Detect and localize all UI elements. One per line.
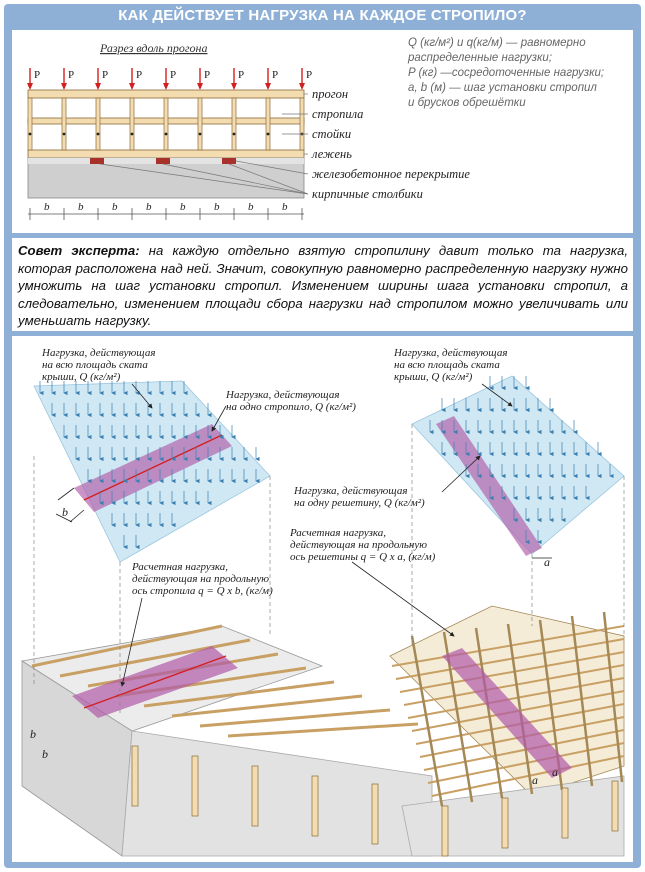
post: [198, 98, 202, 150]
left-total-load-3: крыши, Q (кг/м²): [42, 371, 121, 383]
lezhen-beam: [28, 150, 304, 158]
post-bolt: [165, 133, 168, 136]
post-bolt: [29, 133, 32, 136]
dim-b-label: b: [44, 201, 50, 213]
left-rafter-load-2: на одно стропило, Q (кг/м²): [226, 401, 356, 413]
p-label: P: [238, 69, 245, 81]
dim-b-label: b: [180, 201, 186, 213]
post: [96, 98, 100, 150]
dim-b-label: b: [78, 201, 84, 213]
p-label: P: [136, 69, 143, 81]
p-arrowhead: [265, 83, 271, 90]
post: [300, 98, 304, 150]
right-roof-a-label-1: a: [532, 773, 538, 787]
left-total-load-1: Нагрузка, действующая: [42, 347, 156, 359]
post-bolt: [233, 133, 236, 136]
advice-text: [18, 242, 628, 330]
progon-beam: [28, 90, 304, 98]
advice-lead: Совет эксперта:: [18, 243, 140, 258]
left-roof-b-label-2: b: [42, 747, 48, 761]
roof-panel: [12, 336, 633, 862]
p-arrowhead: [231, 83, 237, 90]
right-truss-post: [562, 788, 568, 838]
right-calc-3: ось решетины q = Q x a, (кг/м): [290, 551, 436, 563]
p-arrowhead: [299, 83, 305, 90]
roof-diagram: [12, 336, 633, 862]
legend-line-2: распределенные нагрузки;: [408, 52, 553, 64]
brick-pillar: [156, 158, 170, 164]
post: [130, 98, 134, 150]
legend: [407, 37, 604, 109]
post-bolt: [267, 133, 270, 136]
p-arrowhead: [197, 83, 203, 90]
left-total-load-2: на всю площадь ската: [42, 359, 148, 371]
right-truss-post: [502, 798, 508, 848]
advice-panel: [12, 238, 633, 331]
brick-pillar: [90, 158, 104, 164]
right-truss-post: [612, 781, 618, 831]
brick-pillar: [222, 158, 236, 164]
post: [164, 98, 168, 150]
post-bolt: [131, 133, 134, 136]
section-diagram: [12, 30, 633, 233]
advice-body: на каждую отдельно взятую стропилину давит только та нагрузка, которая расположена над ней. Значит, совокупную равномерно распределенную нагрузку нужно умножить на шаг установки стропил. Изменением ширины шага установки стропил, а следовательно, изменением площади сбора нагрузки над стропилом можно увеличивать или уменьшать нагрузку.: [18, 243, 628, 329]
rafter: [228, 724, 418, 736]
left-floor-slab: [122, 731, 432, 856]
post-bolt: [63, 133, 66, 136]
p-label: P: [306, 69, 313, 81]
p-label: P: [34, 69, 41, 81]
left-calc-3: ось стропила q = Q x b, (кг/м): [132, 585, 273, 597]
post: [28, 98, 32, 150]
legend-line-3: P (кг) —сосредоточенные нагрузки;: [408, 67, 605, 79]
truss-post: [192, 756, 198, 816]
right-calc-1: Расчетная нагрузка,: [290, 527, 387, 539]
left-roof-b-label-1: b: [30, 727, 36, 741]
p-arrowhead: [61, 83, 67, 90]
p-label: P: [102, 69, 109, 81]
dimension-marks: [30, 201, 302, 220]
label-stropila: стропила: [312, 107, 364, 121]
rafter: [200, 710, 390, 726]
right-total-load-2: на всю площадь ската: [394, 359, 500, 371]
p-label: P: [204, 69, 211, 81]
section-heading: Разрез вдоль прогона: [100, 41, 208, 55]
right-total-load-1: Нагрузка, действующая: [394, 347, 508, 359]
p-arrowhead: [129, 83, 135, 90]
post-bolt: [97, 133, 100, 136]
left-b-label: b: [62, 505, 68, 519]
post: [62, 98, 66, 150]
label-stoyki: стойки: [312, 127, 352, 141]
left-roof: [22, 626, 432, 856]
p-arrowhead: [163, 83, 169, 90]
point-loads: [27, 68, 312, 90]
dim-b-label: b: [248, 201, 254, 213]
truss-post: [252, 766, 258, 826]
right-total-load-3: крыши, Q (кг/м²): [394, 371, 473, 383]
right-truss-post: [442, 806, 448, 856]
right-roof-a-label-2: a: [552, 765, 558, 779]
post: [266, 98, 270, 150]
dim-b-label: b: [282, 201, 288, 213]
dim-b-label: b: [214, 201, 220, 213]
left-rafter-load-1: Нагрузка, действующая: [226, 389, 340, 401]
right-floor-slab: [402, 776, 624, 856]
p-label: P: [272, 69, 279, 81]
truss-post: [372, 784, 378, 844]
p-label: P: [170, 69, 177, 81]
post-bolt: [199, 133, 202, 136]
label-slab: железобетонное перекрытие: [312, 167, 470, 181]
left-calc-2: действующая на продольную: [132, 573, 270, 585]
section-panel: [12, 30, 633, 233]
label-progon: прогон: [312, 87, 349, 101]
dim-b-label: b: [146, 201, 152, 213]
truss-post: [312, 776, 318, 836]
label-pillars: кирпичные столбики: [312, 187, 423, 201]
right-batten-load-1: Нагрузка, действующая: [294, 485, 408, 497]
right-roof: [390, 606, 624, 856]
post: [232, 98, 236, 150]
left-calc-1: Расчетная нагрузка,: [132, 561, 229, 573]
legend-line-1: Q (кг/м²) и q(кг/м) — равномерно: [408, 37, 586, 49]
right-calc-2: действующая на продольную: [290, 539, 428, 551]
right-batten-load-2: на одну решетину, Q (кг/м²): [294, 497, 425, 509]
dim-b-label: b: [112, 201, 118, 213]
label-lezhen: лежень: [312, 147, 352, 161]
p-arrowhead: [27, 83, 33, 90]
page-title: КАК ДЕЙСТВУЕТ НАГРУЗКА НА КАЖДОЕ СТРОПИЛО?: [118, 7, 527, 24]
right-a-label: a: [544, 555, 550, 569]
legend-line-4: a, b (м) — шаг установки стропил: [408, 82, 597, 94]
p-label: P: [68, 69, 75, 81]
legend-line-5: и брусков обрешётки: [408, 97, 526, 109]
p-arrowhead: [95, 83, 101, 90]
truss-post: [132, 746, 138, 806]
